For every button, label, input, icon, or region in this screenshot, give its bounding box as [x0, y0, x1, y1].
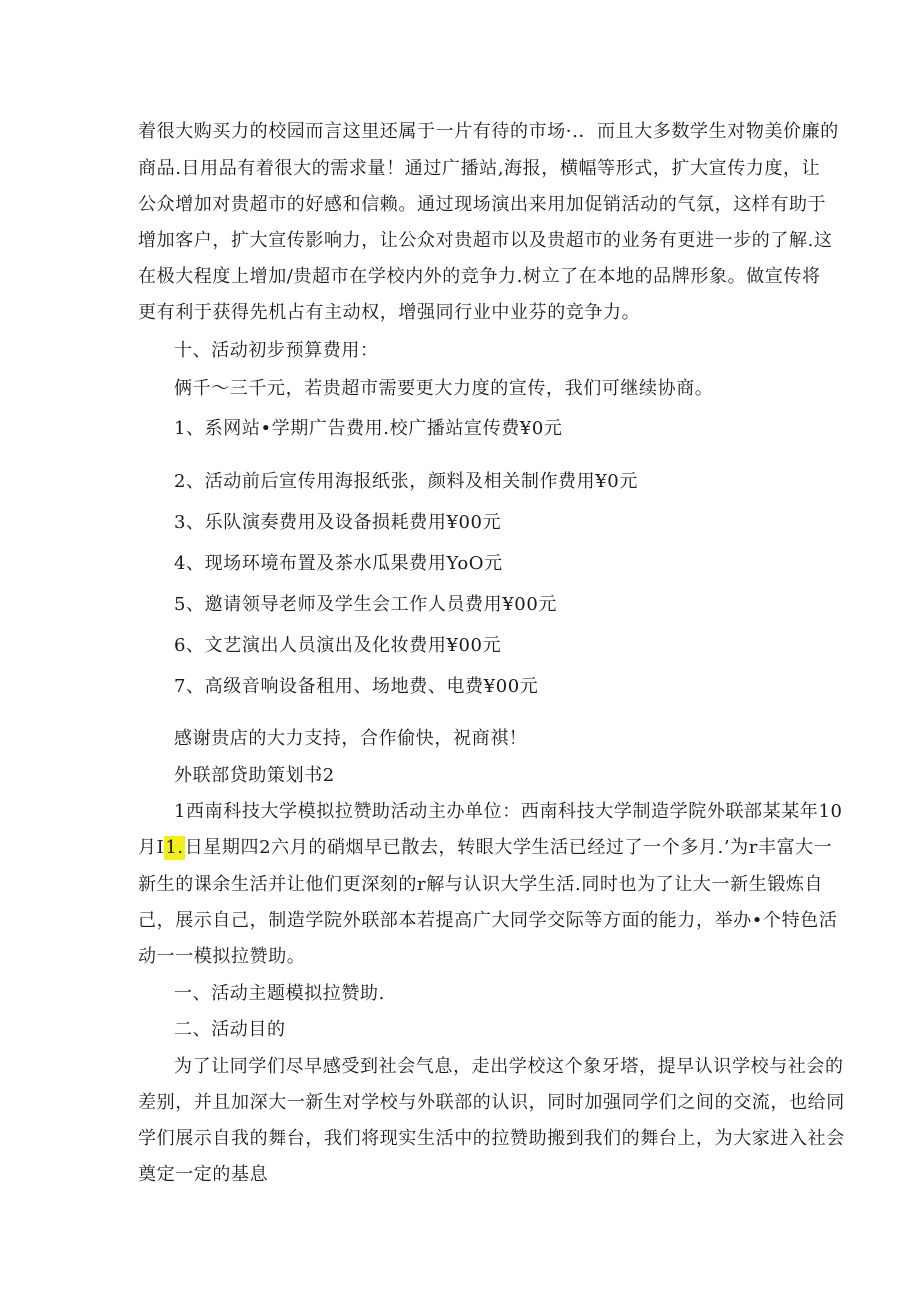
thanks-line: 感谢贵店的大力支持，合作偷快，祝商祺！: [174, 728, 528, 749]
budget-item-1: 1、系网站•学期广告费用.校广播站宣传费¥0元: [174, 418, 563, 439]
plan-intro-line-1: 1西南科技大学模拟拉赞助活动主办单位：西南科技大学制造学院外联部某某年10: [174, 801, 843, 822]
budget-item-6: 6、文艺演出人员演出及化妆费用¥00元: [174, 635, 502, 656]
budget-summary: 俩千～三千元，若贵超市需要更大力度的宣传，我们可继续协商。: [174, 378, 714, 399]
highlighted-text: 1.: [165, 837, 184, 858]
purpose-line-1: 为了让同学们尽早感受到社会气息，走出学校这个象牙塔，提早认识学校与社会的: [174, 1056, 844, 1077]
plan-intro-line-5: 动一一模拟拉赞助。: [138, 946, 306, 967]
budget-item-4: 4、现场环境布置及茶水瓜果费用YoO元: [174, 553, 503, 574]
plan-title: 外联部贷助策划书2: [174, 765, 335, 786]
intro-line-4: 增加客户，扩大宣传影响力，让公众对贵超市以及贵超市的业务有更进一步的了解.这: [138, 230, 833, 251]
intro-line-6: 更有利于获得先机占有主动权，增强同行业中业芬的竞争力。: [138, 302, 641, 323]
intro-line-5: 在极大程度上增加/贵超市在学校内外的竞争力.树立了在本地的品牌形象。做宣传将: [138, 266, 821, 287]
intro-line-2: 商品.日用品有着很大的需求量！通过广播站,海报，横幅等形式，扩大宣传力度，让: [138, 158, 821, 179]
budget-item-2: 2、活动前后宣传用海报纸张，颜料及相关制作费用¥0元: [174, 471, 638, 492]
plan-intro-line-2-end: 日星期四2六月的硝烟早已散去，转眼大学生活已经过了一个多月.’为r丰富大一: [184, 837, 833, 858]
plan-intro-line-3: 新生的课余生活并让他们更深刻的r解与认识大学生活.同时也为了让大一新生锻炼自: [138, 874, 824, 895]
section-1-heading: 一、活动主题模拟拉赞助.: [174, 983, 385, 1004]
budget-item-3: 3、乐队演奏费用及设备损耗费用¥00元: [174, 512, 502, 533]
budget-item-5: 5、邀请领导老师及学生会工作人员费用¥00元: [174, 594, 558, 615]
purpose-line-2: 差别，并且加深大一新生对学校与外联部的认识，同时加强同学们之间的交流，也给同: [138, 1092, 845, 1113]
plan-intro-line-2: [138, 836, 832, 860]
purpose-line-4: 奠定一定的基息: [138, 1164, 269, 1185]
plan-intro-line-4: 己，展示自己，制造学院外联部本若提高广大同学交际等方面的能力，举办•个特色活: [138, 910, 838, 931]
intro-line-1: 着很大购买力的校园而言这里还属于一片有待的市场·.．而且大多数学生对物美价廉的: [138, 121, 839, 142]
budget-heading: 十、活动初步预算费用：: [174, 340, 379, 361]
section-2-heading: 二、活动目的: [174, 1019, 286, 1040]
plan-intro-line-2-start: 月I: [138, 837, 165, 858]
budget-item-7: 7、高级音响设备租用、场地费、电费¥00元: [174, 676, 539, 697]
purpose-line-3: 学们展示自我的舞台，我们将现实生活中的拉赞助搬到我们的舞台上，为大家进入社会: [138, 1128, 845, 1149]
intro-line-3: 公众增加对贵超市的好感和信赖。通过现场演出来用加促销活动的气氛，这样有助于: [138, 194, 827, 215]
